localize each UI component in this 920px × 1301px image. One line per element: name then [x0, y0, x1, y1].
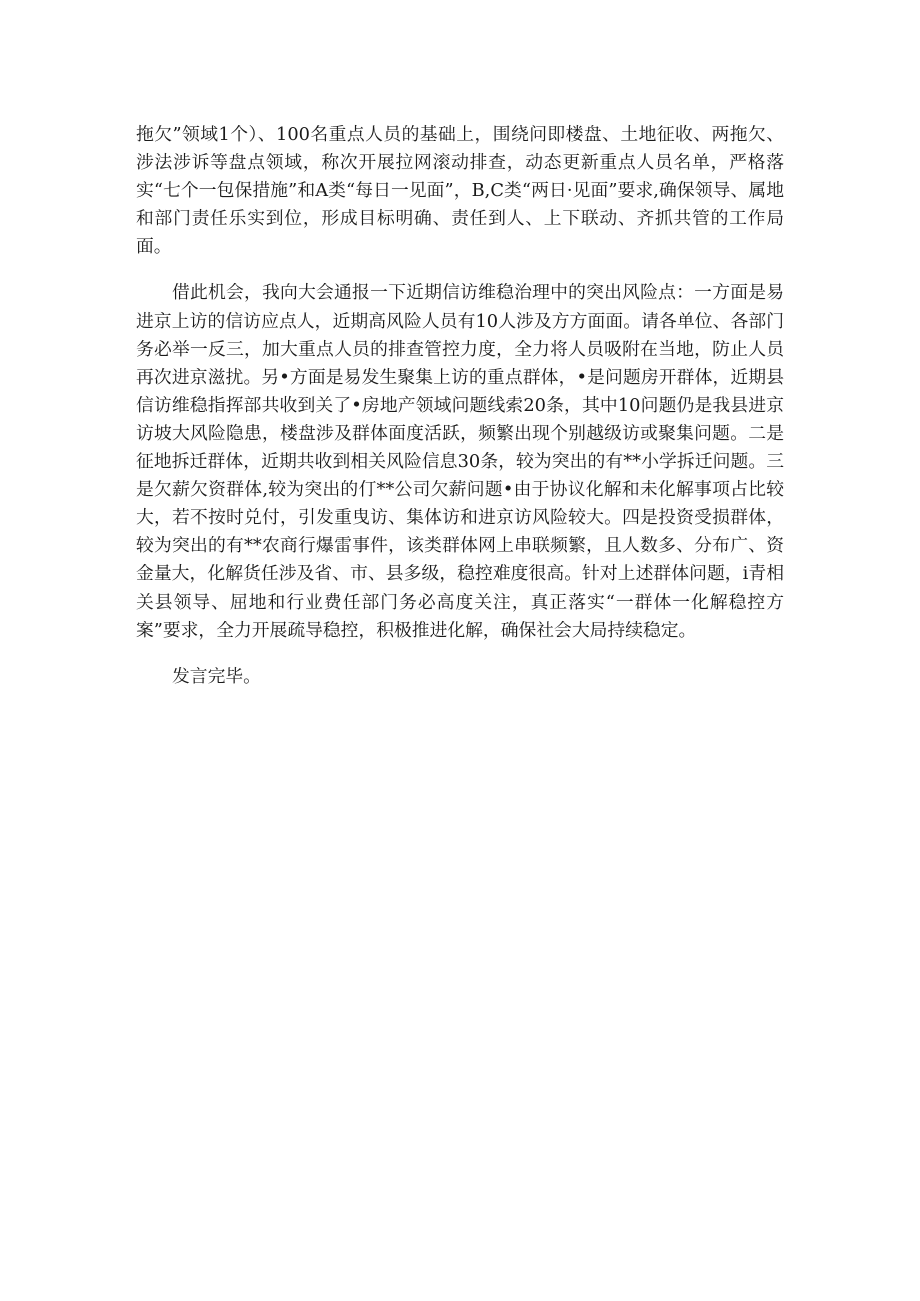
- body-paragraph-continuation: 拖欠”领域1个）、100名重点人员的基础上，围绕问即楼盘、土地征收、两拖欠、涉法涉诉等盘点领域，称次开展拉网滚动排查，动态更新重点人员名单，严格落实“七个一包保措施”和A类“每日一见面”，B,C类“两日·见面”要求,确保领导、属地和部门责任乐实到位，形成目标明确、责任到人、上下联动、齐抓共管的工作局面。: [136, 124, 784, 258]
- closing-paragraph: 发言完毕。: [172, 665, 261, 687]
- document-page: [136, 121, 784, 709]
- body-paragraph-risk-report: 借此机会，我向大会通报一下近期信访维稳治理中的突出风险点：一方面是易进京上访的信访应点人，近期高风险人员有10人涉及方方面面。请各单位、各部门务必举一反三，加大重点人员的排查管控力度，全力将人员吸附在当地，防止人员再次进京滋扰。另•方面是易发生聚集上访的重点群体，•是问题房开群体，近期县信访维稳指挥部共收到关了•房地产领域问题线索20条，其中10问题仍是我县进京访坡大风险隐患，楼盘涉及群体面度活跃，频繁出现个别越级访或聚集问题。二是征地拆迁群体，近期共收到相关风险信息30条，较为突出的有**小学拆迁问题。三是欠薪欠资群体,较为突出的仃**公司欠薪问题•由于协议化解和未化解事项占比较大，若不按时兑付，引发重曳访、集体访和进京访风险较大。四是投资受损群体，较为突出的有**农商行爆雷事件，该类群体网上串联频繁，且人数多、分布广、资金量大，化解货任涉及省、市、县多级，稳控难度很高。针对上述群体问题，i青相关县领导、屈地和行业费任部门务必高度关注，真正落实“一群体一化解稳控方案”要求，全力开展疏导稳控，积极推进化解，确保社会大局持续稳定。: [136, 282, 784, 641]
